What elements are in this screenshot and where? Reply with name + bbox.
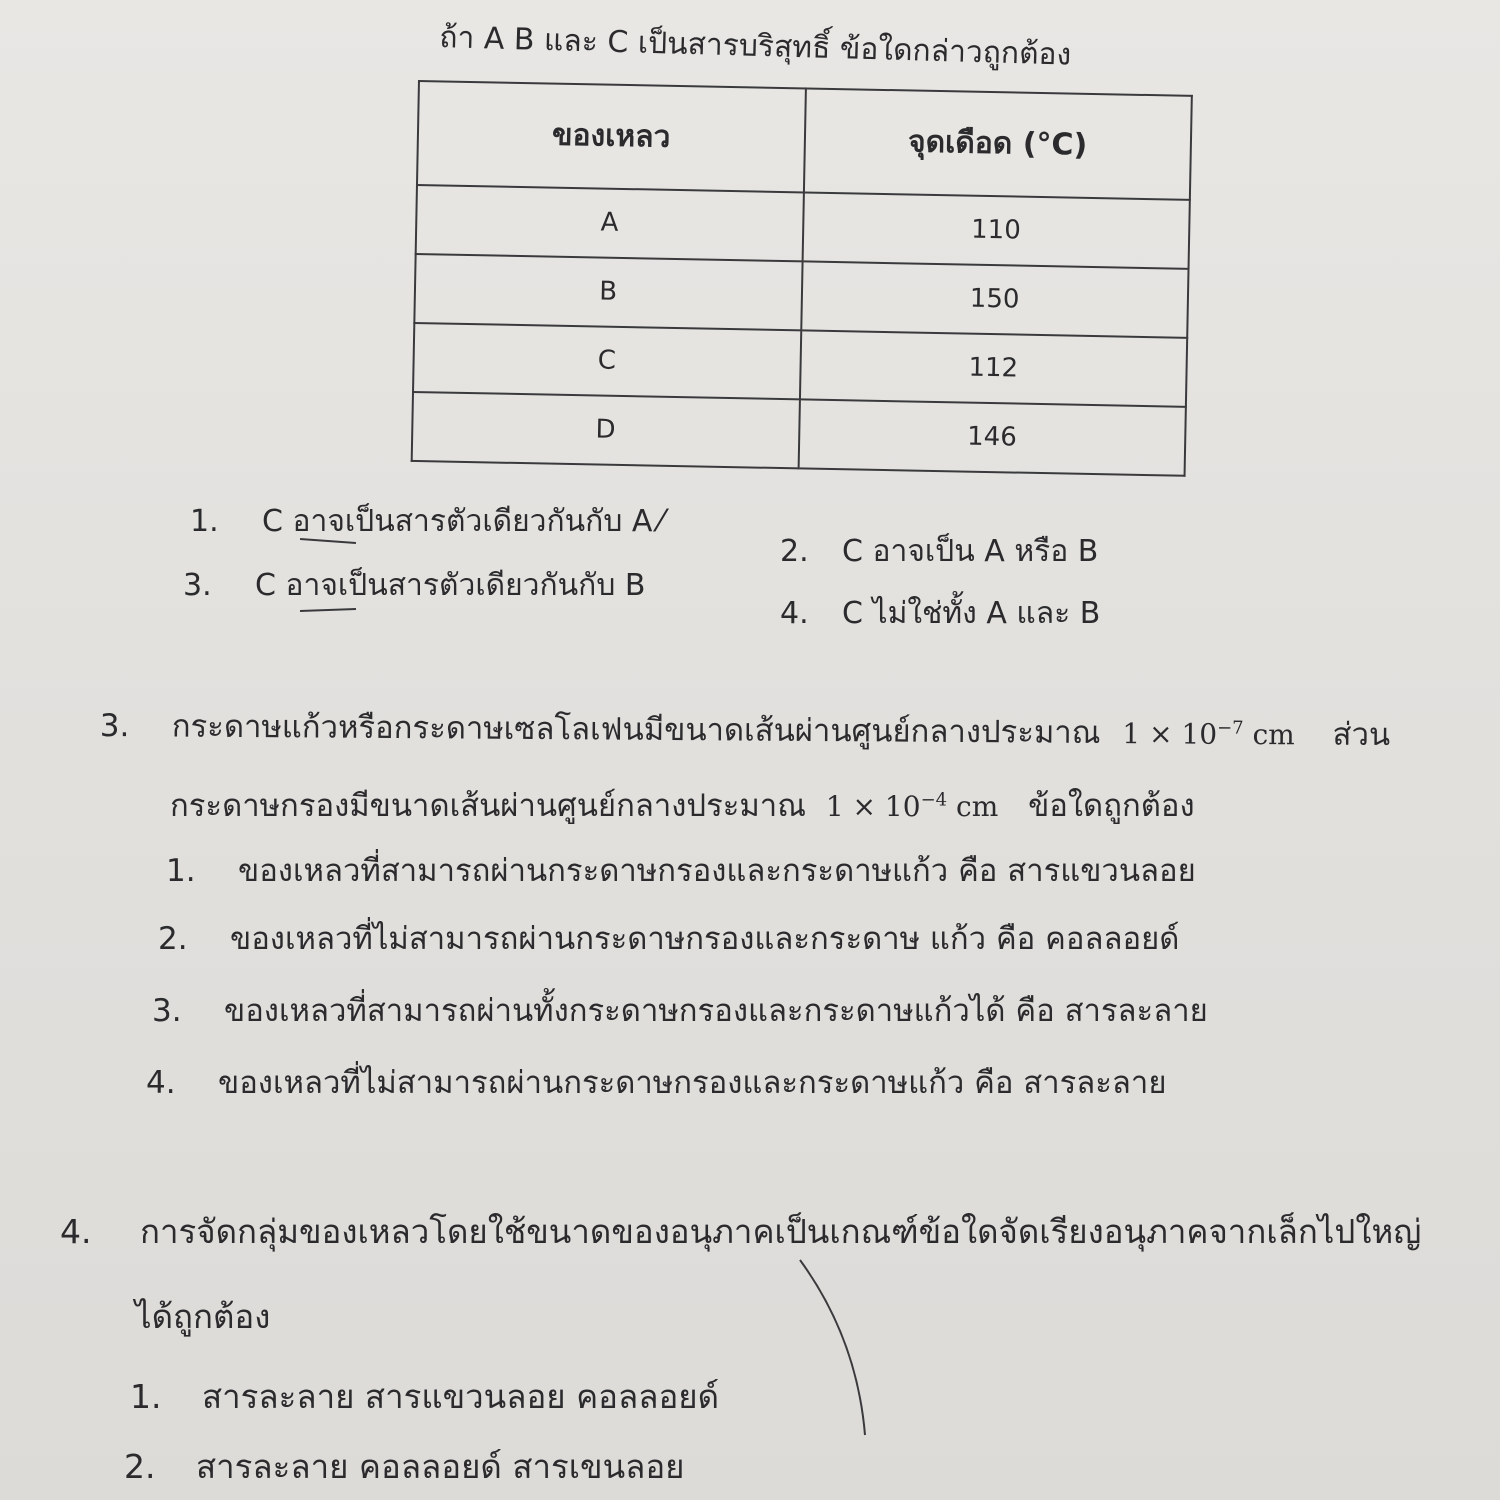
cell-boiling-point: 110 (802, 192, 1190, 268)
option-number: 4. (780, 596, 809, 631)
q4-option-1 (130, 1370, 719, 1423)
question-number: 4. (60, 1212, 92, 1251)
header-boiling-point: จุดเดือด (°C) (803, 88, 1191, 199)
question-4-line-1 (60, 1205, 1421, 1258)
option-text: C อาจเป็นสารตัวเดียวกันกับ B (255, 568, 646, 603)
pen-stroke (790, 1255, 880, 1440)
option-text: C อาจเป็น A หรือ B (842, 534, 1099, 569)
header-liquid: ของเหลว (417, 81, 805, 192)
q3-option-3 (152, 985, 1208, 1035)
q3-option-4 (146, 1057, 1167, 1107)
q4-option-2 (124, 1440, 685, 1493)
diameter-value (1122, 717, 1295, 751)
question-text: กระดาษกรองมีขนาดเส้นผ่านศูนย์กลางประมาณ (170, 788, 806, 824)
cell-boiling-point: 150 (801, 261, 1189, 337)
option-text: สารละลาย สารแขวนลอย คอลลอยด์ (202, 1377, 720, 1416)
table-header-row (417, 81, 1192, 199)
q2-option-3 (183, 562, 645, 609)
unit-label: cm (1252, 718, 1295, 752)
cell-boiling-point: 146 (798, 399, 1186, 476)
q3-option-2 (158, 913, 1179, 963)
option-text: สารละลาย คอลลอยด์ สารเขนลอย (196, 1447, 685, 1486)
q2-option-1 (190, 498, 663, 545)
q2-option-2 (780, 528, 1098, 575)
option-text: C อาจเป็นสารตัวเดียวกันกับ A (262, 504, 653, 539)
option-number: 1. (130, 1377, 162, 1416)
question-4-line-2: ได้ถูกต้อง (135, 1297, 271, 1336)
sci-base: 1 × 10 (1122, 717, 1218, 751)
option-number: 2. (780, 534, 809, 569)
q2-option-4 (780, 590, 1100, 637)
question-3-line-1 (100, 700, 1391, 759)
cell-liquid: A (416, 185, 804, 261)
option-number: 3. (152, 993, 182, 1029)
sci-exponent: −7 (1217, 717, 1244, 739)
option-text: C ไม่ใช่ทั้ง A และ B (842, 596, 1101, 631)
q3-option-1 (166, 845, 1196, 895)
sci-base: 1 × 10 (825, 790, 921, 823)
option-number: 2. (158, 921, 188, 957)
question-text: กระดาษแก้วหรือกระดาษเซลโลเฟนมีขนาดเส้นผ่านศูนย์กลางประมาณ (171, 708, 1101, 751)
cell-liquid: D (412, 392, 800, 469)
question-2-stem: ถ้า A B และ C เป็นสารบริสุทธิ์ ข้อใดกล่าวถูกต้อง (438, 19, 1072, 73)
option-text: ของเหลวที่ไม่สามารถผ่านกระดาษกรองและกระดาษแก้ว คือ สารละลาย (218, 1065, 1167, 1101)
cell-liquid: B (414, 254, 802, 330)
diameter-value (826, 790, 998, 823)
option-text: ของเหลวที่ไม่สามารถผ่านกระดาษกรองและกระดาษ แก้ว คือ คอลลอยด์ (230, 921, 1180, 957)
question-text-tail: ส่วน (1332, 716, 1391, 754)
cell-liquid: C (413, 323, 801, 399)
unit-label: cm (956, 790, 999, 823)
option-number: 1. (166, 853, 196, 889)
question-text: การจัดกลุ่มของเหลวโดยใช้ขนาดของอนุภาคเป็นเกณฑ์ข้อใดจัดเรียงอนุภาคจากเล็กไปใหญ่ (140, 1212, 1422, 1251)
option-text: ของเหลวที่สามารถผ่านกระดาษกรองและกระดาษแก้ว คือ สารแขวนลอย (238, 853, 1196, 889)
table-row (412, 392, 1186, 476)
cell-boiling-point: 112 (799, 330, 1187, 406)
question-text-tail: ข้อใดถูกต้อง (1028, 788, 1195, 824)
check-mark-icon: ⁄ (658, 504, 664, 539)
question-number: 3. (99, 707, 130, 745)
option-text: ของเหลวที่สามารถผ่านทั้งกระดาษกรองและกระดาษแก้วได้ คือ สารละลาย (224, 993, 1208, 1029)
option-number: 2. (124, 1447, 156, 1486)
option-number: 3. (183, 568, 212, 603)
option-number: 4. (146, 1065, 176, 1101)
boiling-point-table (411, 80, 1193, 477)
option-number: 1. (190, 504, 219, 539)
sci-exponent: −4 (920, 789, 948, 811)
question-3-line-2 (170, 780, 1195, 830)
